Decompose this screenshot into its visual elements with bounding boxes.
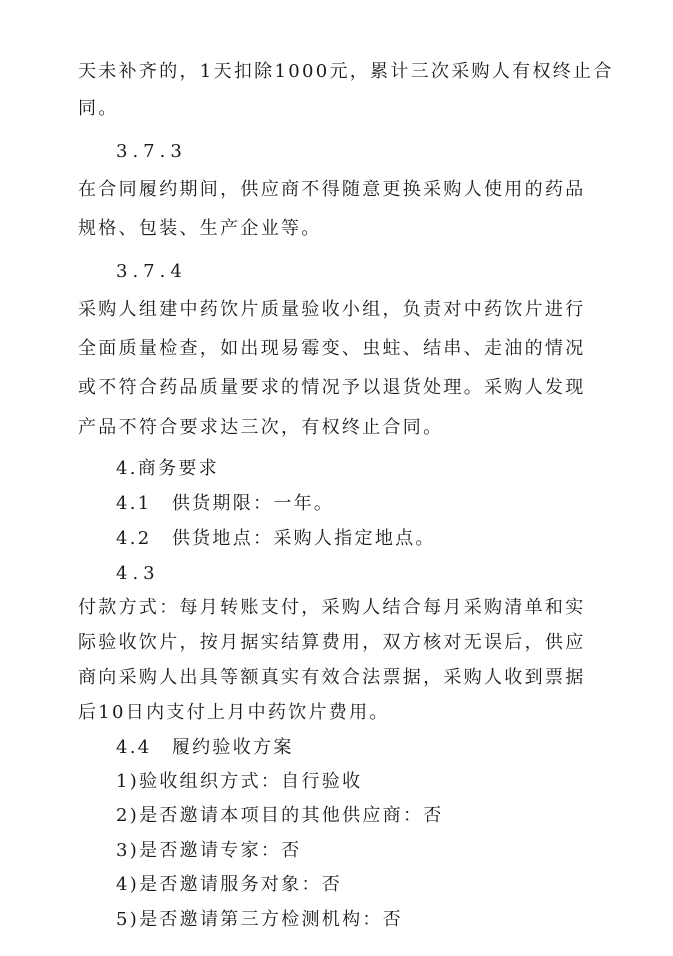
clause-number: 4.3: [116, 563, 160, 584]
paragraph-line: 全面质量检查，如出现易霉变、虫蛀、结串、走油的情况: [78, 338, 586, 359]
paragraph-line: 产品不符合要求达三次，有权终止合同。: [78, 417, 444, 438]
list-item: 4)是否邀请服务对象：否: [116, 874, 343, 895]
clause-line: 4.4 履约验收方案: [116, 737, 294, 758]
paragraph-line: 规格、包装、生产企业等。: [78, 218, 322, 239]
paragraph-line: 或不符合药品质量要求的情况予以退货处理。采购人发现: [78, 377, 586, 398]
paragraph-line: 天未补齐的，1天扣除1000元，累计三次采购人有权终止合: [78, 61, 614, 82]
paragraph-line: 商向采购人出具等额真实有效合法票据，采购人收到票据: [78, 667, 586, 688]
paragraph-line: 在合同履约期间，供应商不得随意更换采购人使用的药品: [78, 179, 586, 200]
paragraph-line: 同。: [78, 98, 119, 119]
clause-number: 3.7.4: [116, 261, 187, 282]
list-item: 3)是否邀请专家：否: [116, 840, 302, 861]
section-heading: 4.商务要求: [116, 458, 219, 479]
clause-line: 4.2 供货地点：采购人指定地点。: [116, 528, 436, 549]
paragraph-line: 付款方式：每月转账支付，采购人结合每月采购清单和实: [78, 597, 586, 618]
clause-number: 3.7.3: [116, 141, 187, 162]
clause-line: 4.1 供货期限：一年。: [116, 493, 335, 514]
list-item: 2)是否邀请本项目的其他供应商：否: [116, 805, 444, 826]
list-item: 5)是否邀请第三方检测机构：否: [116, 909, 403, 930]
list-item: 1)验收组织方式：自行验收: [116, 771, 363, 792]
paragraph-line: 后10日内支付上月中药饮片费用。: [78, 702, 390, 723]
paragraph-line: 际验收饮片，按月据实结算费用，双方核对无误后，供应: [78, 632, 586, 653]
paragraph-line: 采购人组建中药饮片质量验收小组，负责对中药饮片进行: [78, 299, 586, 320]
